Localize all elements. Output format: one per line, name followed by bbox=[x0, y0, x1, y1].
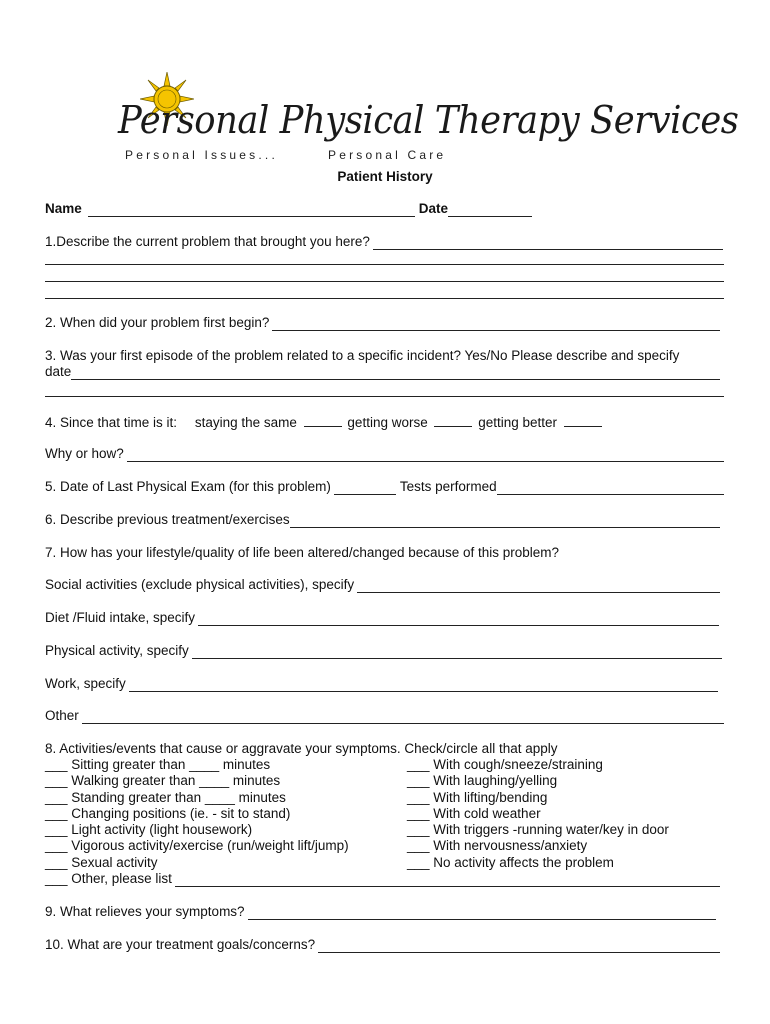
q5-date-field[interactable] bbox=[334, 481, 396, 495]
q6-row bbox=[45, 512, 720, 528]
tagline-right: Personal Care bbox=[328, 148, 447, 162]
q7-diet-row bbox=[45, 610, 719, 626]
list-item[interactable]: ___ With cough/sneeze/straining bbox=[407, 757, 603, 772]
list-item[interactable]: ___ With triggers -running water/key in door bbox=[407, 822, 669, 838]
q4-same-field[interactable] bbox=[304, 413, 342, 427]
q7-social-label: Social activities (exclude physical activities), specify bbox=[45, 577, 355, 592]
q4-better-field[interactable] bbox=[564, 413, 602, 427]
q7-other-field[interactable] bbox=[82, 710, 724, 724]
q5-tests-label: Tests performed bbox=[399, 479, 497, 494]
q7-work-row bbox=[45, 676, 718, 692]
list-item[interactable]: ___ Sitting greater than ____ minutes bbox=[45, 757, 271, 772]
q5-row bbox=[45, 479, 724, 495]
q7-label: 7. How has your lifestyle/quality of life been altered/changed because of this problem? bbox=[45, 545, 560, 560]
list-item[interactable]: ___ With lifting/bending bbox=[407, 789, 548, 805]
date-label: Date bbox=[418, 201, 449, 216]
logo-title: Personal Physical Therapy Services bbox=[118, 98, 739, 142]
list-item[interactable]: ___ With laughing/yelling bbox=[407, 773, 558, 789]
list-item[interactable]: ___ With cold weather bbox=[407, 805, 541, 821]
q5-label: 5. Date of Last Physical Exam (for this problem) bbox=[45, 479, 331, 494]
q5-tests-field[interactable] bbox=[497, 481, 724, 495]
q3-date-label: date bbox=[45, 364, 72, 379]
q3-label: 3. Was your first episode of the problem related to a specific incident? Yes/No Please describe and specify bbox=[45, 348, 680, 363]
q2-row bbox=[45, 315, 720, 331]
q3-line-2[interactable] bbox=[45, 396, 724, 397]
q8-label: 8. Activities/events that cause or aggravate your symptoms. Check/circle all that apply bbox=[45, 741, 558, 756]
q9-row bbox=[45, 904, 716, 920]
q1-field[interactable] bbox=[373, 236, 723, 250]
list-item[interactable]: ___ Walking greater than ____ minutes bbox=[45, 773, 281, 789]
list-item[interactable]: ___ Vigorous activity/exercise (run/weight lift/jump) bbox=[45, 838, 349, 854]
q9-label: 9. What relieves your symptoms? bbox=[45, 904, 245, 919]
q4-option-same: staying the same bbox=[194, 415, 297, 430]
q9-field[interactable] bbox=[248, 906, 716, 920]
q10-row bbox=[45, 937, 720, 953]
q7-physical-row bbox=[45, 643, 722, 659]
list-item[interactable]: ___ Sexual activity bbox=[45, 854, 158, 870]
list-item[interactable]: ___ Light activity (light housework) bbox=[45, 822, 253, 838]
name-field[interactable] bbox=[88, 203, 415, 217]
q4-option-worse: getting worse bbox=[347, 415, 428, 430]
name-date-row bbox=[45, 201, 532, 217]
q8-right-list bbox=[407, 757, 669, 871]
list-item[interactable]: ___ Changing positions (ie. - sit to stand) bbox=[45, 805, 291, 821]
q7-diet-label: Diet /Fluid intake, specify bbox=[45, 610, 196, 625]
q7-work-field[interactable] bbox=[129, 678, 718, 692]
q10-label: 10. What are your treatment goals/concerns? bbox=[45, 937, 316, 952]
q8-other-field[interactable] bbox=[175, 873, 720, 887]
q4-label: 4. Since that time is it: bbox=[45, 415, 178, 430]
q7-social-row bbox=[45, 577, 720, 593]
q8-other-label: ___ Other, please list bbox=[45, 871, 172, 886]
q7-other-row bbox=[45, 708, 724, 724]
q1-line-4[interactable] bbox=[45, 298, 724, 299]
date-field[interactable] bbox=[448, 203, 532, 217]
q7-physical-field[interactable] bbox=[192, 645, 722, 659]
q3-date-field[interactable] bbox=[71, 366, 720, 380]
q4-option-better: getting better bbox=[478, 415, 558, 430]
name-label: Name bbox=[45, 201, 82, 216]
form-title: Patient History bbox=[337, 169, 433, 184]
q1-line-2[interactable] bbox=[45, 264, 724, 265]
q7-other-label: Other bbox=[45, 708, 79, 723]
q7-diet-field[interactable] bbox=[198, 612, 719, 626]
q7-social-field[interactable] bbox=[357, 579, 720, 593]
q2-field[interactable] bbox=[272, 317, 720, 331]
why-how-label: Why or how? bbox=[45, 446, 124, 461]
why-how-row bbox=[45, 446, 724, 462]
q7-work-label: Work, specify bbox=[45, 676, 126, 691]
tagline-left: Personal Issues... bbox=[125, 148, 278, 162]
q4-row bbox=[45, 413, 602, 431]
q8-other-row bbox=[45, 871, 720, 887]
q3-date-row bbox=[45, 364, 720, 380]
q7-physical-label: Physical activity, specify bbox=[45, 643, 189, 658]
q4-worse-field[interactable] bbox=[434, 413, 472, 427]
q8-left-list bbox=[45, 757, 349, 871]
q1-label: 1.Describe the current problem that brought you here? bbox=[45, 234, 370, 249]
q6-field[interactable] bbox=[290, 514, 720, 528]
why-how-field[interactable] bbox=[127, 448, 724, 462]
q1-row bbox=[45, 234, 723, 250]
q1-line-3[interactable] bbox=[45, 281, 724, 282]
list-item[interactable]: ___ No activity affects the problem bbox=[407, 854, 614, 870]
q10-field[interactable] bbox=[318, 939, 720, 953]
q6-label: 6. Describe previous treatment/exercises bbox=[45, 512, 290, 527]
q2-label: 2. When did your problem first begin? bbox=[45, 315, 270, 330]
list-item[interactable]: ___ With nervousness/anxiety bbox=[407, 838, 588, 854]
list-item[interactable]: ___ Standing greater than ____ minutes bbox=[45, 789, 286, 805]
